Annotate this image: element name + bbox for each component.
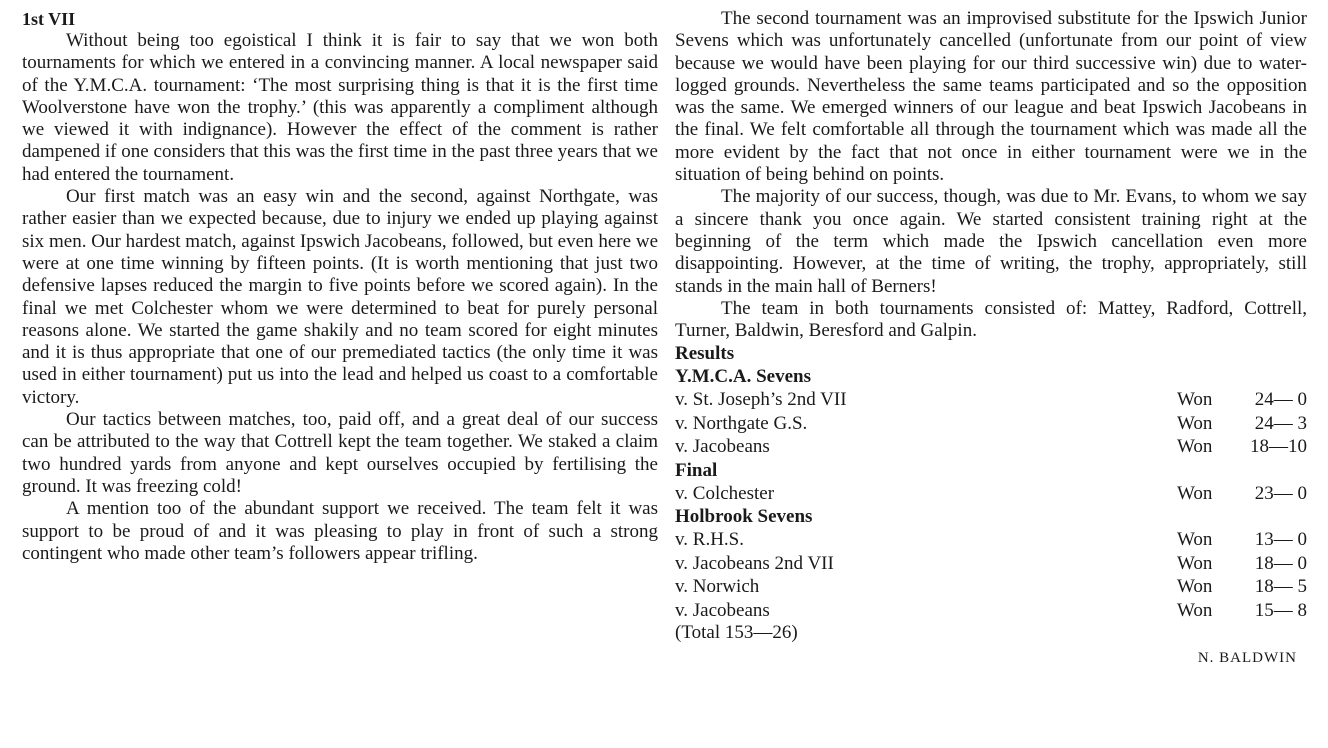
result-row: [675, 528, 1307, 552]
result-row: [675, 388, 1307, 412]
result-row: [675, 412, 1307, 436]
result-outcome: Won: [1177, 599, 1213, 621]
result-opponent: v. Colchester: [675, 482, 775, 504]
result-score: 24— 3: [1254, 412, 1307, 434]
result-row: [675, 575, 1307, 599]
result-row: [675, 435, 1307, 459]
result-outcome: Won: [1177, 389, 1213, 411]
result-outcome: Won: [1177, 436, 1213, 458]
result-outcome: Won: [1177, 576, 1213, 598]
result-score: 24— 0: [1254, 389, 1307, 411]
result-row: [675, 552, 1307, 576]
result-outcome: Won: [1177, 552, 1213, 574]
results-group-title: Holbrook Sevens: [675, 506, 813, 528]
result-outcome: Won: [1177, 482, 1213, 504]
results-total: (Total 153—26): [675, 622, 798, 644]
paragraph: The majority of our success, though, was due to Mr. Evans, to whom we say a sincere thank you once again. We started consistent training right at the beginning of the term which made the Ipswich cancellation even more disappointing. However, at the time of writing, the trophy, appropriately, still stands in the main hall of Berners!: [675, 186, 1307, 297]
result-opponent: v. St. Joseph’s 2nd VII: [675, 389, 847, 411]
paragraph: Our first match was an easy win and the second, against Northgate, was rather easier than we expected because, due to injury we ended up playing against six men. Our hardest match, against Ipswich Jacobeans, followed, but even here we were at one time winning by fifteen points. (It is worth mentioning that just two defensive lapses reduced the margin to five points before we scored again). In the final we met Colchester whom we were determined to beat for purely personal reasons alone. We started the game shakily and no team scored for eight minutes and it is thus appropriate that one of our premediated tactics (the only time it was used in either tournament) put us into the lead and helped us coast to a comfortable victory.: [22, 186, 658, 408]
result-opponent: v. Jacobeans: [675, 599, 770, 621]
left-column: [22, 8, 658, 565]
paragraph: Our tactics between matches, too, paid off, and a great deal of our success can be attributed to the way that Cottrell kept the team together. We staked a claim two hundred yards from anyone and kept ourselves occupied by fertilising the ground. It was freezing cold!: [22, 409, 658, 497]
result-score: 23— 0: [1254, 482, 1307, 504]
paragraph: The second tournament was an improvised substitute for the Ipswich Junior Sevens which was unfortunately cancelled (unfortunate from our point of view because we would have been playing for our third successive win) due to water-logged grounds. Nevertheless the same teams participated and so the opposition was the same. We emerged winners of our league and beat Ipswich Jacobeans in the final. We felt comfortable all through the tournament which was made all the more evident by the fact that not once in either tournament were we in the situation of being behind on points.: [675, 8, 1307, 186]
results-group-title: Y.M.C.A. Sevens: [675, 366, 811, 388]
right-column: [675, 8, 1307, 667]
result-opponent: v. Jacobeans 2nd VII: [675, 552, 834, 574]
article-heading: 1st VII: [22, 9, 76, 29]
paragraph: Without being too egoistical I think it is fair to say that we won both tournaments for which we entered in a convincing manner. A local newspaper said of the Y.M.C.A. tournament: ‘The most surprising thing is that it is the first time Woolverstone have won the trophy.’ (this was apparently a compliment although we viewed it with indignance). However the effect of the comment is rather dampened if one considers that this was the first time in the past three years that we had entered the tournament.: [22, 30, 658, 185]
result-score: 13— 0: [1254, 529, 1307, 551]
result-opponent: v. Norwich: [675, 576, 760, 598]
result-score: 18— 0: [1254, 552, 1307, 574]
results-section: [675, 342, 1307, 644]
result-row: [675, 599, 1307, 623]
results-heading: Results: [675, 343, 735, 365]
author-signature: N. BALDWIN: [1197, 650, 1297, 667]
result-opponent: v. Northgate G.S.: [675, 412, 808, 434]
result-row: [675, 482, 1307, 506]
result-outcome: Won: [1177, 412, 1213, 434]
result-outcome: Won: [1177, 529, 1213, 551]
result-opponent: v. R.H.S.: [675, 529, 744, 551]
result-score: 18—10: [1250, 436, 1307, 458]
paragraph: The team in both tournaments consisted of: Mattey, Radford, Cottrell, Turner, Baldwin, Beresford and Galpin.: [675, 297, 1307, 342]
results-group-title: Final: [675, 459, 718, 481]
paragraph: A mention too of the abundant support we received. The team felt it was support to be proud of and it was pleasing to play in front of such a strong contingent who made other team’s followers appear trifling.: [22, 498, 658, 564]
result-opponent: v. Jacobeans: [675, 436, 770, 458]
result-score: 18— 5: [1254, 576, 1307, 598]
result-score: 15— 8: [1254, 599, 1307, 621]
